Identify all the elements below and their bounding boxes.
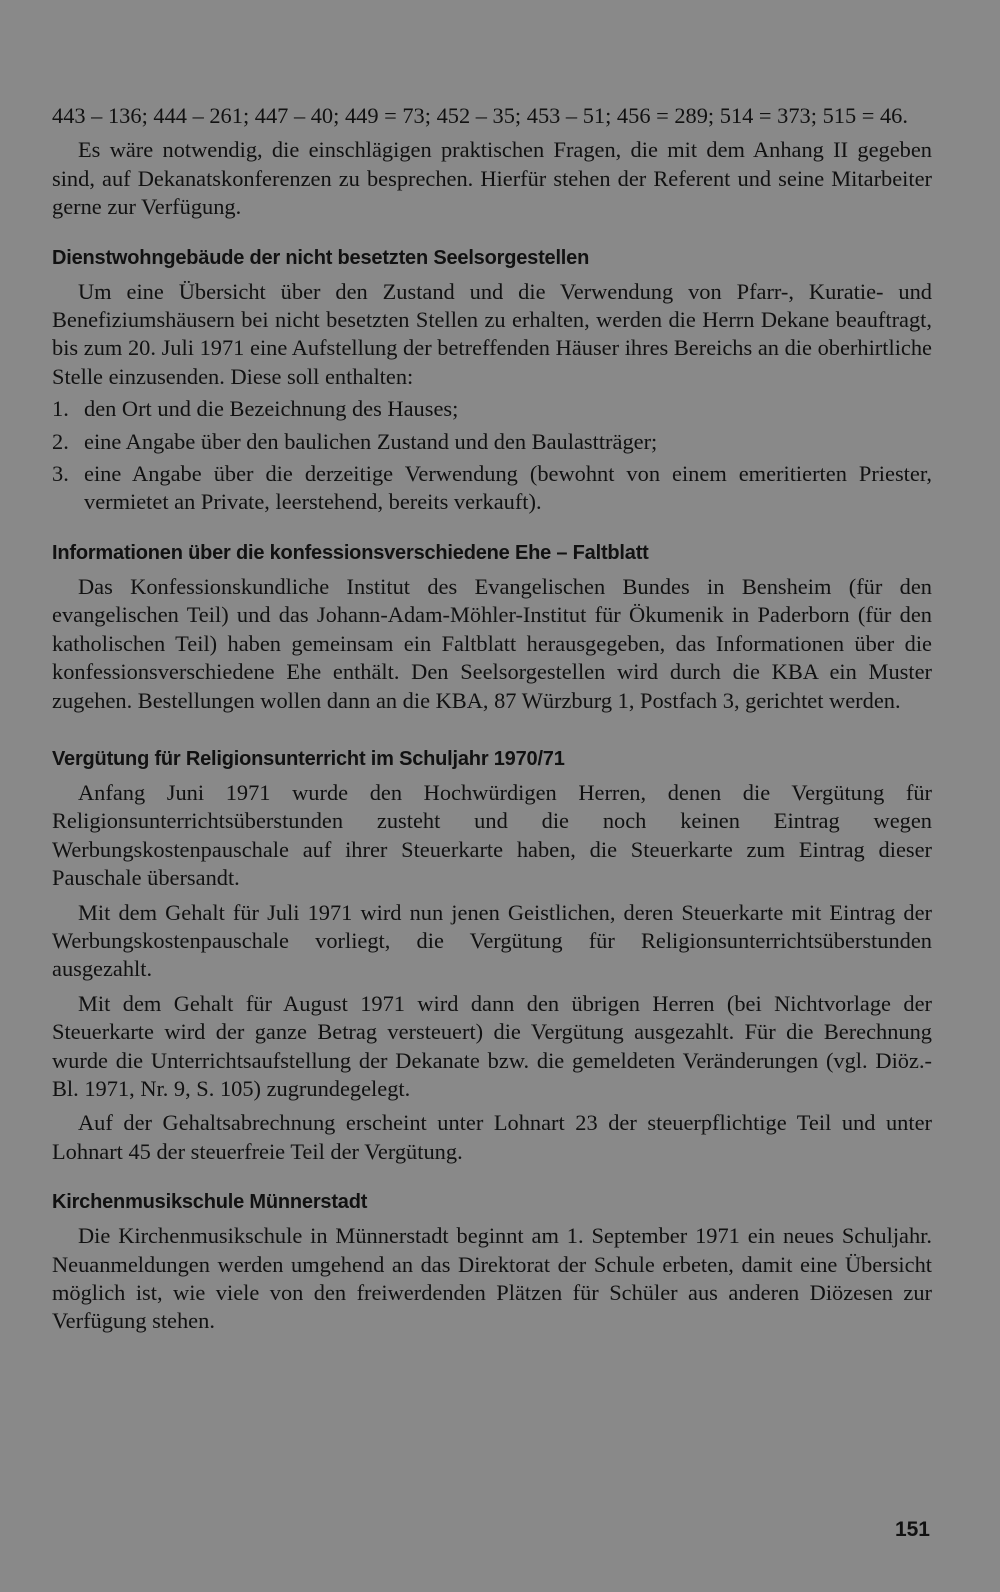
requirements-list	[52, 395, 932, 517]
section-heading-faltblatt: Informationen über die konfessionsverschiedene Ehe – Faltblatt	[52, 541, 649, 564]
list-item-number: 2.	[52, 428, 69, 454]
section-paragraph: Mit dem Gehalt für Juli 1971 wird nun jenen Geistlichen, deren Steuerkarte mit Eintrag der Werbungskostenpauschale vorliegt, die Vergütung für Religionsunterrichtsüberstunden ausgezahlt.	[52, 899, 932, 982]
intro-numbers: 443 – 136; 444 – 261; 447 – 40; 449 = 73; 452 – 35; 453 – 51; 456 = 289; 514 = 373; 515 = 46.	[52, 103, 908, 128]
section-paragraph: Das Konfessionskundliche Institut des Evangelischen Bundes in Bensheim (für den evangelischen Teil) und das Johann-Adam-Möhler-Institut für Ökumenik in Paderborn (für den katholischen Teil) haben gemeinsam ein Faltblatt herausgegeben, das Informationen über die konfessionsverschiedene Ehe enthält. Den Seelsorgestellen wird durch die KBA ein Muster zugehen. Bestellungen wollen dann an die KBA, 87 Würzburg 1, Postfach 3, gerichtet werden.	[52, 573, 932, 713]
list-item-number: 3.	[52, 461, 69, 487]
list-item-text: eine Angabe über den baulichen Zustand und den Baulastträger;	[84, 428, 658, 454]
section-paragraph: Die Kirchenmusikschule in Münnerstadt beginnt am 1. September 1971 ein neues Schuljahr. Neuanmeldungen werden umgehend an das Direktorat der Schule erbeten, damit eine Übersicht möglich ist, wie viele von den freiwerdenden Plätzen für Schüler aus anderen Diözesen zur Verfügung stehen.	[52, 1223, 932, 1334]
list-item-number: 1.	[52, 396, 69, 422]
section-paragraph: Um eine Übersicht über den Zustand und die Verwendung von Pfarr-, Kuratie- und Benefiziumshäusern bei nicht besetzten Stellen zu erhalten, werden die Herrn Dekane beauftragt, bis zum 20. Juli 1971 eine Aufstellung der betreffenden Häuser ihres Bereichs an die oberhirtliche Stelle einzusenden. Diese soll enthalten:	[52, 278, 932, 389]
list-item	[52, 395, 932, 423]
section-heading-dienstwohngebaeude: Dienstwohngebäude der nicht besetzten Seelsorgestellen	[52, 246, 590, 269]
section-heading-verguetung: Vergütung für Religionsunterricht im Schuljahr 1970/71	[52, 747, 565, 770]
section-paragraph: Auf der Gehaltsabrechnung erscheint unter Lohnart 23 der steuerpflichtige Teil und unter Lohnart 45 der steuerfreie Teil der Vergütung.	[52, 1110, 932, 1164]
list-item	[52, 428, 932, 456]
list-item	[52, 460, 932, 517]
section-paragraph: Anfang Juni 1971 wurde den Hochwürdigen Herren, denen die Vergütung für Religionsunterrichtsüberstunden zusteht und die noch keinen Eintrag wegen Werbungskostenpauschale auf ihrer Steuerkarte haben, die Steuerkarte zum Eintrag dieser Pauschale übersandt.	[52, 779, 932, 891]
page-number: 151	[894, 1518, 930, 1541]
section-heading-kirchenmusikschule: Kirchenmusikschule Münnerstadt	[52, 1191, 368, 1214]
list-item-text: eine Angabe über die derzeitige Verwendung (bewohnt von einem emeritierten Priester, vermietet an Private, leerstehend, bereits verkauft).	[84, 461, 932, 515]
section-paragraph: Mit dem Gehalt für August 1971 wird dann den übrigen Herren (bei Nichtvorlage der Steuerkarte wird der ganze Betrag versteuert) die Vergütung ausgezahlt. Für die Berechnung wurde die Unterrichtsaufstellung der Dekanate bzw. die gemeldeten Veränderungen (vgl. Diöz.-Bl. 1971, Nr. 9, S. 105) zugrundegelegt.	[52, 990, 932, 1101]
list-item-text: den Ort und die Bezeichnung des Hauses;	[84, 396, 459, 422]
document-page	[52, 102, 932, 1336]
intro-paragraph: Es wäre notwendig, die einschlägigen praktischen Fragen, die mit dem Anhang II gegeben sind, auf Dekanatskonferenzen zu besprechen. Hierfür stehen der Referent und seine Mitarbeiter gerne zur Verfügung.	[52, 137, 932, 220]
